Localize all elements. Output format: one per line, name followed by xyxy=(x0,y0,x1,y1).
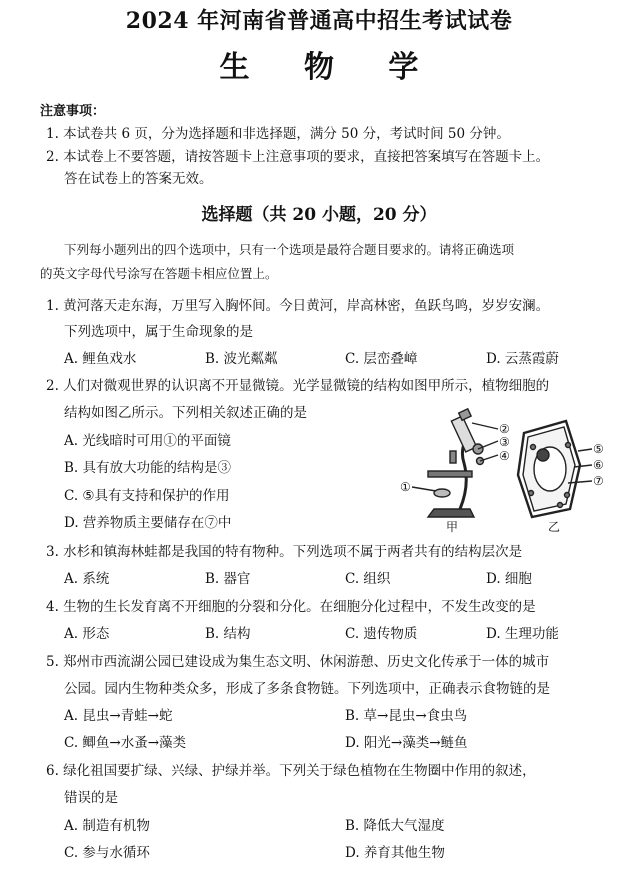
figure-label: ① xyxy=(400,480,411,494)
option: A. 系统 xyxy=(64,571,110,587)
figure-label: ⑦ xyxy=(593,474,604,488)
question-stem: 错误的是 xyxy=(64,790,118,806)
section-intro: 下列每小题列出的四个选项中，只有一个选项是最符合题目要求的。请将正确选项 xyxy=(64,242,515,257)
figure-caption: 甲 xyxy=(446,520,459,534)
figure-caption: 乙 xyxy=(548,520,561,534)
question-stem: 5. 郑州市西流湖公园已建设成为集生态文明、休闲游憩、历史文化传承于一体的城市 xyxy=(46,654,550,670)
option: A. 昆虫→青蛙→蛇 xyxy=(64,708,173,724)
option: B. 器官 xyxy=(205,571,251,587)
option: D. 阳光→藻类→鲢鱼 xyxy=(345,735,468,751)
option: C. 遗传物质 xyxy=(345,626,418,642)
question-stem: 6. 绿化祖国要扩绿、兴绿、护绿并举。下列关于绿色植物在生物圈中作用的叙述， xyxy=(46,763,536,779)
figure-label: ③ xyxy=(499,435,510,449)
option: B. 波光粼粼 xyxy=(205,351,278,367)
figure-label: ④ xyxy=(499,449,510,463)
figure-label: ② xyxy=(499,422,510,436)
option: A. 光线暗时可用①的平面镜 xyxy=(64,433,231,449)
option: D. 营养物质主要储存在⑦中 xyxy=(64,515,232,531)
notes-heading: 注意事项： xyxy=(40,104,106,119)
option: B. 具有放大功能的结构是③ xyxy=(64,460,232,476)
note-item: 1. 本试卷共 6 页，分为选择题和非选择题，满分 50 分，考试时间 50 分钟。 xyxy=(46,126,510,142)
plant-cell-drawing xyxy=(518,421,592,517)
option: D. 云蒸霞蔚 xyxy=(486,351,559,367)
question-stem: 结构如图乙所示。下列相关叙述正确的是 xyxy=(64,405,307,421)
option: C. 鲫鱼→水蚤→藻类 xyxy=(64,735,187,751)
figure-label: ⑤ xyxy=(593,442,604,456)
option: D. 养育其他生物 xyxy=(345,845,445,861)
option: C. 组织 xyxy=(345,571,391,587)
option: B. 降低大气湿度 xyxy=(345,818,445,834)
exam-title: 2024 年河南省普通高中招生考试试卷 xyxy=(125,8,513,34)
option: C. ⑤具有支持和保护的作用 xyxy=(64,488,230,504)
option: B. 草→昆虫→食虫鸟 xyxy=(345,708,468,724)
option: A. 形态 xyxy=(64,626,110,642)
option: C. 层峦叠嶂 xyxy=(345,351,418,367)
figure-label: ⑥ xyxy=(593,458,604,472)
section-intro: 的英文字母代号涂写在答题卡相应位置上。 xyxy=(40,266,278,281)
option: A. 制造有机物 xyxy=(64,818,150,834)
note-item: 2. 本试卷上不要答题，请按答题卡上注意事项的要求，直接把答案填写在答题卡上。 xyxy=(46,149,550,165)
question-stem: 2. 人们对微观世界的认识离不开显微镜。光学显微镜的结构如图甲所示，植物细胞的 xyxy=(46,378,550,394)
question-stem: 公园。园内生物种类众多，形成了多条食物链。下列选项中，正确表示食物链的是 xyxy=(64,681,550,697)
option: D. 生理功能 xyxy=(486,626,559,642)
question-stem: 4. 生物的生长发育离不开细胞的分裂和分化。在细胞分化过程中，不发生改变的是 xyxy=(46,599,536,615)
question-stem: 1. 黄河落天走东海，万里写入胸怀间。今日黄河，岸高林密，鱼跃鸟鸣，岁岁安澜。 xyxy=(46,298,550,314)
option: C. 参与水循环 xyxy=(64,845,150,861)
question-stem: 3. 水杉和镇海林蛙都是我国的特有物种。下列选项不属于两者共有的结构层次是 xyxy=(46,544,523,560)
note-item: 答在试卷上的答案无效。 xyxy=(64,171,213,187)
subject-title: 生 物 学 xyxy=(219,50,441,85)
microscope-drawing xyxy=(412,409,498,517)
option: D. 细胞 xyxy=(486,571,532,587)
section-title: 选择题（共 20 小题，20 分） xyxy=(201,205,437,225)
question-stem: 下列选项中，属于生命现象的是 xyxy=(64,324,253,340)
q2-figure xyxy=(400,405,610,535)
option: B. 结构 xyxy=(205,626,251,642)
option: A. 鲤鱼戏水 xyxy=(64,351,137,367)
